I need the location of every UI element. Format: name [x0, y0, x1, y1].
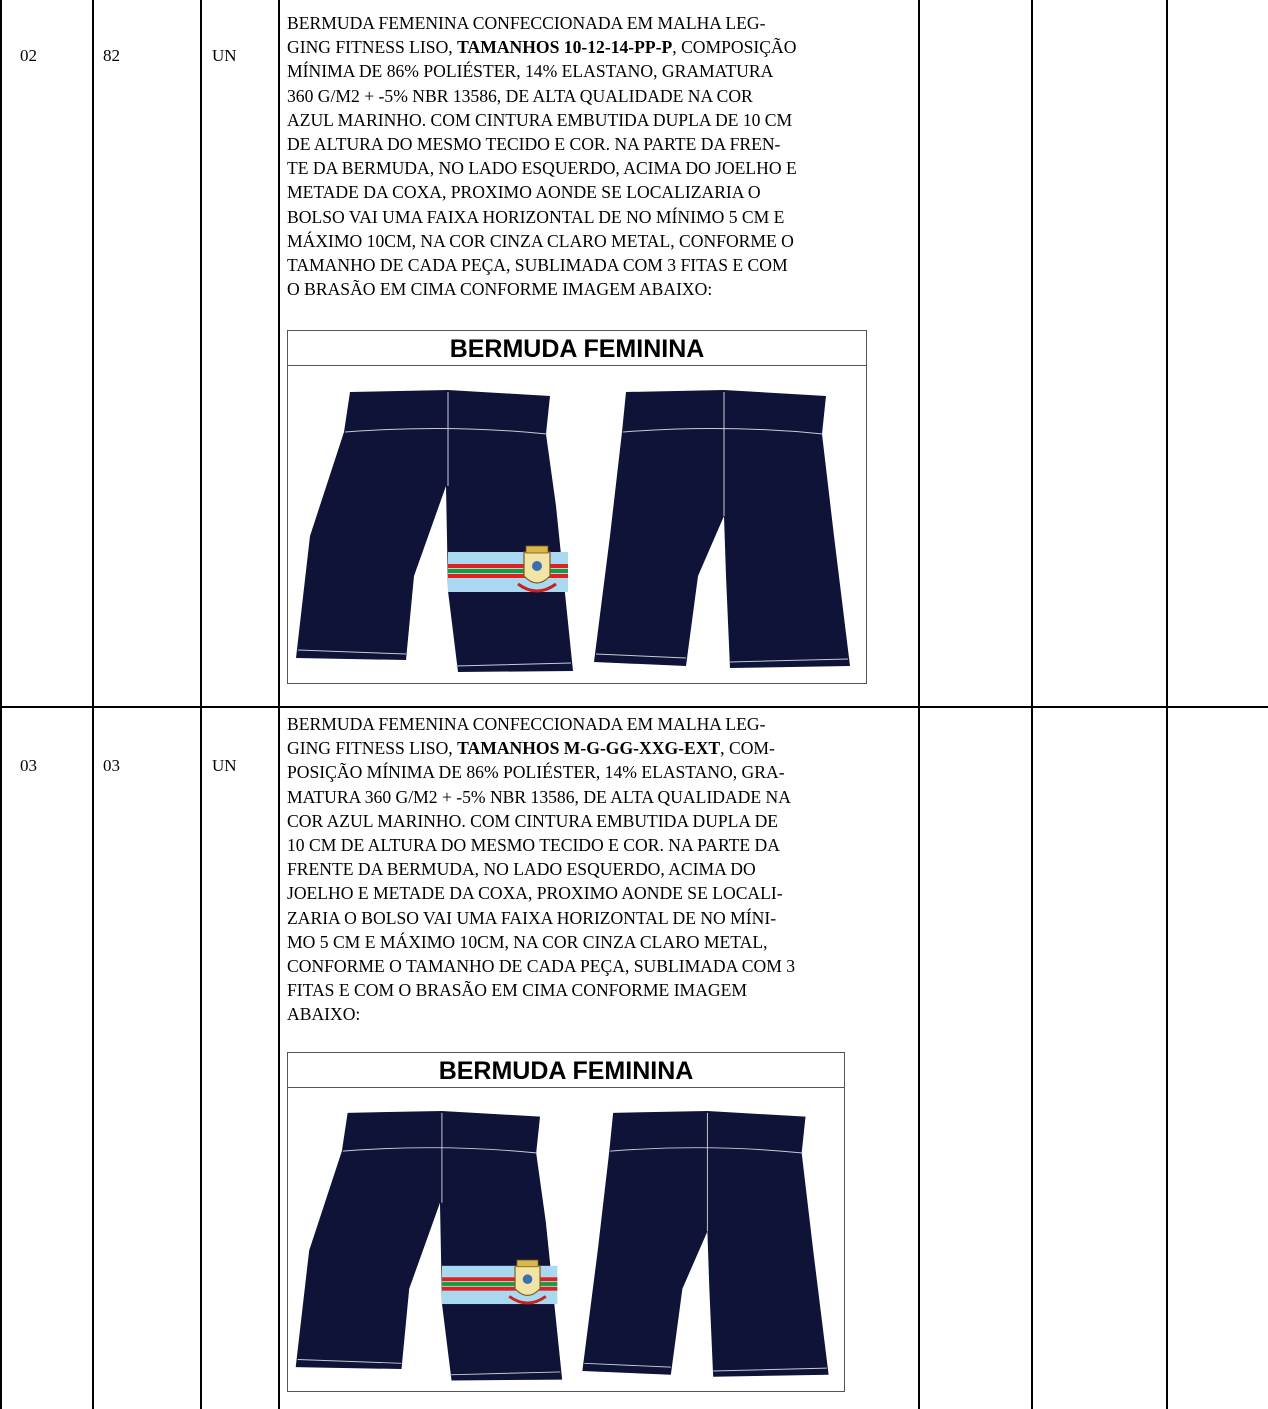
crest-center: [523, 1274, 533, 1284]
column-divider: [200, 0, 202, 1409]
shorts-back: [594, 390, 850, 668]
column-divider: [918, 0, 920, 1409]
item-number: 02: [20, 46, 37, 65]
shorts-back: [582, 1111, 828, 1377]
shorts-front: [296, 390, 573, 672]
column-divider: [1166, 0, 1168, 1409]
figure-title: BERMUDA FEMININA: [288, 1053, 844, 1088]
column-divider: [1031, 0, 1033, 1409]
sizes-bold: TAMANHOS 10-12-14-PP-P: [457, 37, 673, 58]
figure-title: BERMUDA FEMININA: [288, 331, 866, 366]
row-divider: [0, 706, 1268, 708]
crest-crown: [526, 546, 548, 553]
shorts-drawing: [288, 1088, 844, 1392]
item-description: BERMUDA FEMENINA CONFECCIONADA EM MALHA LEG- GING FITNESS LISO, TAMANHOS 10-12-14-PP-P, COMPOSIÇÃO MÍNIMA DE 86% POLIÉSTER, 14% ELASTANO, GRAMATURA 360 G/M2 + -5% NBR 13586, DE ALTA QUALIDADE NA COR AZUL MARINHO. COM CINTURA EMBUTIDA DUPLA DE 10 CM DE ALTURA DO MESMO TECIDO E COR. NA PARTE DA FREN- TE DA BERMUDA, NO LADO ESQUERDO, ACIMA DO JOELHO E METADE DA COXA, PROXIMO AONDE SE LOCALIZARIA O BOLSO VAI UMA FAIXA HORIZONTAL DE NO MÍNIMO 5 CM E MÁXIMO 10CM, NA COR CINZA CLARO METAL, CONFORME O TAMANHO DE CADA PEÇA, SUBLIMADA COM 3 FITAS E COM O BRASÃO EM CIMA CONFORME IMAGEM ABAIXO:: [287, 13, 797, 300]
column-divider: [278, 0, 280, 1409]
quantity: 82: [103, 46, 120, 65]
crest-crown: [517, 1260, 538, 1267]
unit: UN: [212, 46, 237, 65]
table-border-left: [0, 0, 2, 1409]
shorts-drawing: [288, 366, 866, 684]
quantity: 03: [103, 756, 120, 775]
column-divider: [92, 0, 94, 1409]
shorts-illustration: [287, 330, 867, 684]
item-description: BERMUDA FEMENINA CONFECCIONADA EM MALHA LEG- GING FITNESS LISO, TAMANHOS M-G-GG-XXG-EXT, COM- POSIÇÃO MÍNIMA DE 86% POLIÉSTER, 14% ELASTANO, GRA- MATURA 360 G/M2 + -5% NBR 13586, DE ALTA QUALIDADE NA COR AZUL MARINHO. COM CINTURA EMBUTIDA DUPLA DE 10 CM DE ALTURA DO MESMO TECIDO E COR. NA PARTE DA FRENTE DA BERMUDA, NO LADO ESQUERDO, ACIMA DO JOELHO E METADE DA COXA, PROXIMO AONDE SE LOCALI- ZARIA O BOLSO VAI UMA FAIXA HORIZONTAL DE NO MÍNI- MO 5 CM E MÁXIMO 10CM, NA COR CINZA CLARO METAL, CONFORME O TAMANHO DE CADA PEÇA, SUBLIMADA COM 3 FITAS E COM O BRASÃO EM CIMA CONFORME IMAGEM ABAIXO:: [287, 714, 796, 1025]
sizes-bold: TAMANHOS M-G-GG-XXG-EXT: [457, 738, 721, 759]
shorts-front: [296, 1111, 562, 1381]
unit: UN: [212, 756, 237, 775]
item-number: 03: [20, 756, 37, 775]
shorts-illustration: [287, 1052, 845, 1392]
crest-center: [532, 561, 542, 571]
